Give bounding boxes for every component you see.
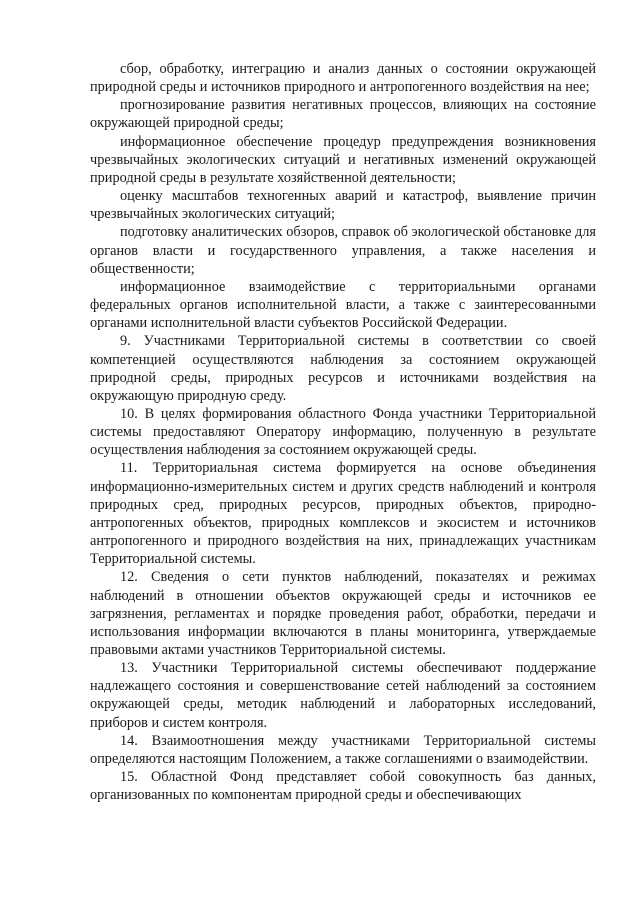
paragraph-reports: подготовку аналитических обзоров, справок об экологической обстановке для органов власти и государственного управления, а также населения и общественности; <box>90 224 596 277</box>
paragraph-item-13: 13. Участники Территориальной системы обеспечивают поддержание надлежащего состояния и совершенствование сетей наблюдений за состоянием окружающей среды, методик наблюдений и лабораторных исследований, приборов и систем контроля. <box>90 660 596 731</box>
paragraph-item-10: 10. В целях формирования областного Фонда участники Территориальной системы предоставляют Оператору информацию, полученную в результате осуществления наблюдения за состоянием окружающей среды. <box>90 405 596 459</box>
paragraph-assessment: оценку масштабов техногенных аварий и катастроф, выявление причин чрезвычайных экологических ситуаций; <box>90 188 596 223</box>
paragraph-item-12: 12. Сведения о сети пунктов наблюдений, показателях и режимах наблюдений в отношении объектов окружающей среды и источников ее загрязнения, регламентах и порядке проведения работ, обработки, передачи и использования информации включаются в планы мониторинга, утверждаемые правовыми актами участников Территориальной системы. <box>90 569 596 658</box>
paragraph-item-9: 9. Участниками Территориальной системы в соответствии со своей компетенцией осуществляются наблюдения за состоянием окружающей природной среды, природных ресурсов и источниками воздействия на окружающую природную среду. <box>90 333 596 404</box>
paragraph-item-11: 11. Территориальная система формируется на основе объединения информационно-измерительных систем и других средств наблюдений и контроля природных сред, природных ресурсов, природных объектов, природно-антропогенных объектов, природных комплексов и экосистем и источников антропогенного и природного воздействия на них, принадлежащих участникам Территориальной системы. <box>90 460 596 568</box>
paragraph-forecasting: прогнозирование развития негативных процессов, влияющих на состояние окружающей природной среды; <box>90 97 596 132</box>
document-body <box>90 60 596 804</box>
paragraph-collection: сбор, обработку, интеграцию и анализ данных о состоянии окружающей природной среды и источников природного и антропогенного воздействия на нее; <box>90 61 596 96</box>
paragraph-interaction: информационное взаимодействие с территориальными органами федеральных органов исполнительной власти, а также с заинтересованными органами исполнительной власти субъектов Российской Федерации. <box>90 278 596 332</box>
paragraph-item-14: 14. Взаимоотношения между участниками Территориальной системы определяются настоящим Положением, а также соглашениями о взаимодействии. <box>90 732 596 767</box>
paragraph-information-support: информационное обеспечение процедур предупреждения возникновения чрезвычайных экологических ситуаций и негативных изменений окружающей природной среды в результате хозяйственной деятельности; <box>90 133 596 186</box>
paragraph-item-15: 15. Областной Фонд представляет собой совокупность баз данных, организованных по компонентам природной среды и обеспечивающих <box>90 769 596 804</box>
